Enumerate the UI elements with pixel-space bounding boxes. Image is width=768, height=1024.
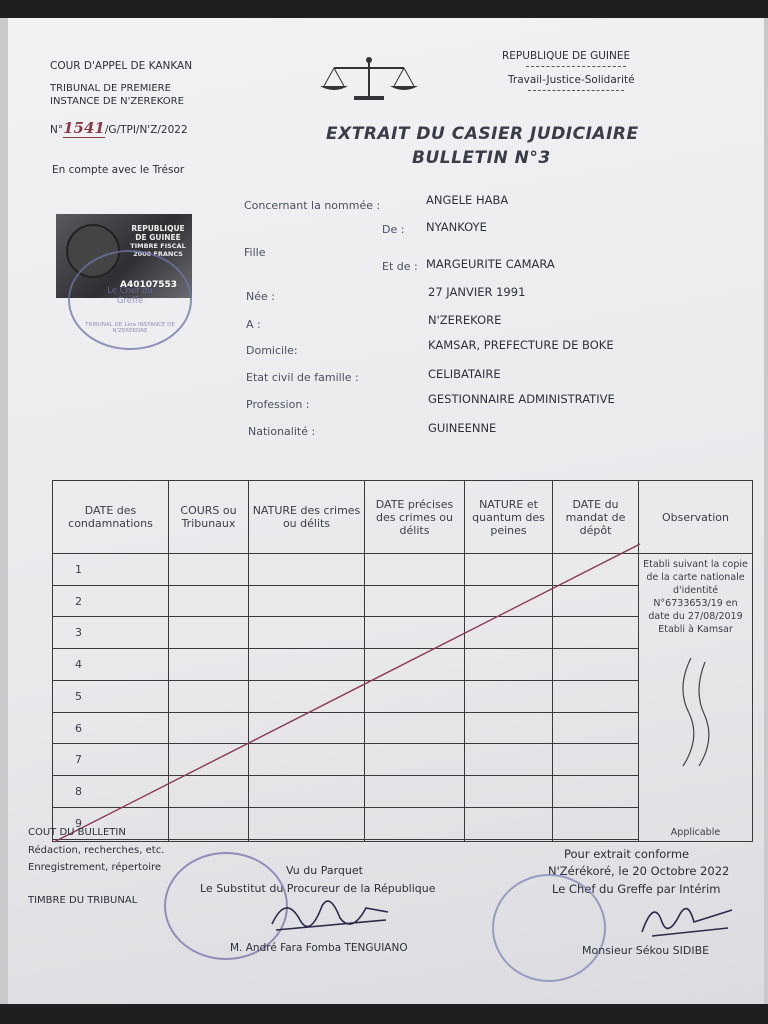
substitute-name: M. André Fara Fomba TENGUIANO <box>230 942 408 954</box>
national-motto: Travail-Justice-Solidarité <box>508 74 635 86</box>
bottom-border <box>0 1004 768 1024</box>
redaction-label: Rédaction, recherches, etc. <box>28 845 165 856</box>
birth-date-label: Née : <box>246 290 275 303</box>
reference-number <box>50 119 188 137</box>
row-number: 4 <box>53 649 169 681</box>
document-page <box>8 18 764 1004</box>
conforme-label: Pour extrait conforme <box>564 847 690 861</box>
col-header-date-mandat: DATE du mandat de dépôt <box>553 481 639 554</box>
mother-name: MARGEURITE CAMARA <box>426 257 555 271</box>
row-number: 1 <box>53 554 169 586</box>
row-number: 8 <box>53 776 169 808</box>
row-number: 5 <box>53 680 169 712</box>
concernant-label: Concernant la nommée : <box>244 199 381 212</box>
bulletin-cost-label: COUT DU BULLETIN <box>28 827 126 838</box>
registration-label: Enregistrement, répertoire <box>28 862 162 873</box>
tribunal-line2: INSTANCE DE N'ZEREKORE <box>50 96 184 107</box>
strike-through-line <box>52 542 642 844</box>
col-header-observation: Observation <box>639 481 753 554</box>
domicile-label: Domicile: <box>246 344 298 357</box>
fille-label: Fille <box>244 246 266 259</box>
tribunal-line1: TRIBUNAL DE PREMIERE <box>50 83 171 94</box>
republic-name: REPUBLIQUE DE GUINEE <box>502 50 631 62</box>
nationality-label: Nationalité : <box>248 425 316 438</box>
birth-date: 27 JANVIER 1991 <box>428 285 526 299</box>
col-header-cours: COURS ou Tribunaux <box>169 481 249 554</box>
marital-status-label: Etat civil de famille : <box>246 371 359 384</box>
marital-status: CELIBATAIRE <box>428 367 501 381</box>
substitute-title: Le Substitut du Procureur de la République <box>200 882 436 895</box>
birth-place-label: A : <box>246 318 261 331</box>
bulletin-number: BULLETIN N°3 <box>412 148 551 168</box>
court-name: COUR D'APPEL DE KANKAN <box>50 60 193 72</box>
observation-text: Etabli suivant la copie de la carte nationale d'identité N°6733653/19 en date du 27/08/2019 Etabli à Kamsar <box>643 559 748 635</box>
fiscal-stamp-text: REPUBLIQUE DE GUINEE TIMBRE FISCAL 2000 FRANCS <box>130 224 186 258</box>
tribunal-stamp-label: TIMBRE DU TRIBUNAL <box>28 895 138 906</box>
profession-label: Profession : <box>246 398 310 411</box>
chief-clerk-stamp <box>492 874 606 982</box>
top-border <box>0 0 768 18</box>
row-number: 7 <box>53 744 169 776</box>
fiscal-stamp-serial: A40107553 <box>120 280 178 290</box>
chief-clerk-title: Le Chef du Greffe par Intérim <box>552 882 721 896</box>
col-header-date-condamnations: DATE des condamnations <box>53 481 169 554</box>
row-number: 6 <box>53 712 169 744</box>
number-suffix: /G/TPI/N'Z/2022 <box>104 124 188 136</box>
chief-clerk-name: Monsieur Sékou SIDIBE <box>582 944 710 957</box>
col-header-nature-peines: NATURE et quantum des peines <box>465 481 553 554</box>
applicable-note: Applicable <box>670 827 721 838</box>
handwritten-number: 1541 <box>63 119 105 137</box>
scales-of-justice-icon <box>314 54 424 106</box>
observation-cell <box>639 554 753 842</box>
number-prefix: N° <box>50 124 64 136</box>
greffe-stamp-left: Le Chef du Greffe TRIBUNAL DE 1ère INSTANCE DE N'ZEREKORE <box>68 250 192 350</box>
father-name: NYANKOYE <box>426 220 487 234</box>
birth-place: N'ZEREKORE <box>428 313 502 327</box>
col-header-date-precises: DATE précises des crimes ou délits <box>365 481 465 554</box>
republic-divider <box>526 66 626 67</box>
row-number: 2 <box>53 585 169 617</box>
bracket-mark <box>671 658 721 768</box>
chief-clerk-signature <box>632 892 742 942</box>
father-label: De : <box>382 223 405 236</box>
substitute-signature <box>266 890 396 940</box>
person-name: ANGELE HABA <box>426 193 509 207</box>
domicile-value: KAMSAR, PREFECTURE DE BOKE <box>428 338 614 352</box>
row-number: 3 <box>53 617 169 649</box>
mother-label: Et de : <box>382 260 418 273</box>
row-number: 9 <box>53 807 169 839</box>
motto-divider <box>528 90 624 91</box>
place-date: N'Zérékoré, le 20 Octobre 2022 <box>548 864 730 878</box>
treasury-note: En compte avec le Trésor <box>52 164 185 176</box>
document-title: EXTRAIT DU CASIER JUDICIAIRE <box>326 124 639 144</box>
nationality-value: GUINEENNE <box>428 421 497 435</box>
parquet-label: Vu du Parquet <box>286 864 363 877</box>
col-header-nature-crimes: NATURE des crimes ou délits <box>249 481 365 554</box>
profession-value: GESTIONNAIRE ADMINISTRATIVE <box>428 392 615 406</box>
